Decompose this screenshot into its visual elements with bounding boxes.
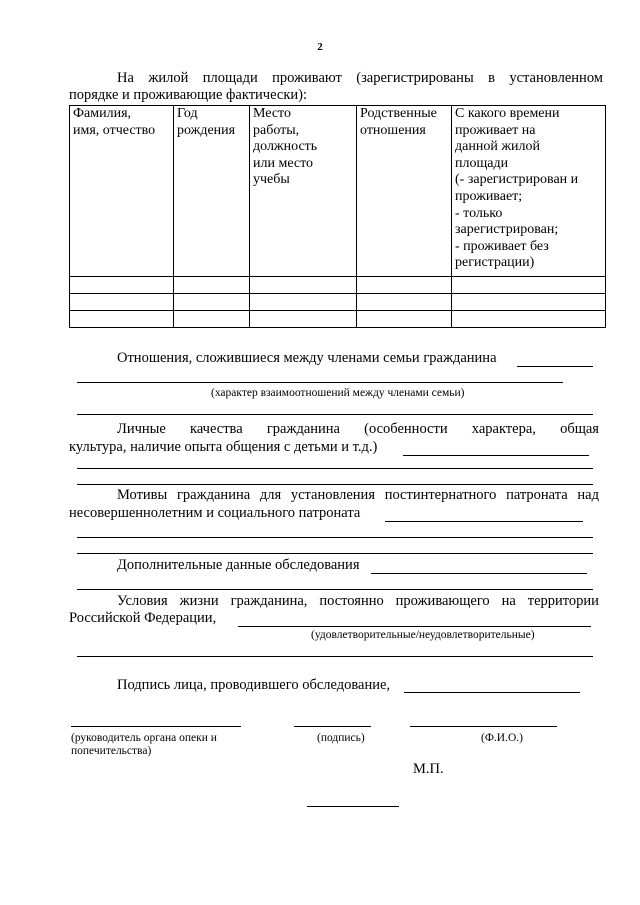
intro-line-1 [117, 70, 603, 87]
header-cell-relation [357, 106, 452, 277]
motives-word: над [577, 487, 599, 503]
table-cell[interactable] [250, 277, 357, 294]
header-line: С какого времени [455, 106, 560, 121]
motives-word: установления [290, 487, 375, 503]
head-signature-field[interactable] [71, 726, 241, 727]
header-line: имя, отчество [73, 122, 156, 138]
header-line: или место [253, 155, 314, 171]
head-hint-line-1: (руководитель органа опеки и [71, 732, 217, 744]
header-line: проживает; [455, 188, 523, 204]
conditions-hint: (удовлетворительные/неудовлетворительные) [311, 629, 535, 641]
motives-line-2: несовершеннолетним и социального патроната [69, 505, 361, 521]
header-line: Родственные [360, 106, 437, 121]
personal-word: гражданина [266, 421, 340, 437]
header-line: - только [455, 205, 503, 221]
header-cell-content [455, 106, 602, 272]
intro-line-2: порядке и проживающие фактически): [69, 87, 307, 103]
fio-hint: (Ф.И.О.) [481, 732, 523, 744]
intro-word: установленном [509, 70, 603, 86]
conditions-field-1[interactable] [238, 626, 591, 627]
header-line: работы, [253, 122, 300, 138]
table-cell[interactable] [357, 277, 452, 294]
end-rule [307, 806, 399, 807]
inspector-signature-field[interactable] [404, 692, 580, 693]
intro-word: жилой [148, 70, 189, 86]
header-line: - проживает без [455, 238, 549, 254]
intro-word: (зарегистрированы [356, 70, 474, 86]
personal-field-3[interactable] [77, 484, 593, 485]
table-header-row [70, 106, 606, 277]
motives-field-3[interactable] [77, 553, 593, 554]
motives-line-1 [117, 487, 599, 504]
header-line: отношения [360, 122, 426, 138]
conditions-word: Условия [117, 593, 168, 609]
conditions-word: гражданина, [230, 593, 308, 609]
table-cell[interactable] [70, 294, 174, 311]
table-cell[interactable] [250, 311, 357, 328]
sign-field[interactable] [294, 726, 371, 727]
header-cell-workplace [250, 106, 357, 277]
table-cell[interactable] [250, 294, 357, 311]
intro-word: площади [202, 70, 258, 86]
intro-word: На [117, 70, 134, 86]
table-cell[interactable] [357, 294, 452, 311]
additional-field-2[interactable] [77, 589, 593, 590]
table-cell[interactable] [452, 277, 606, 294]
motives-word: патроната [506, 487, 568, 503]
personal-word: общая [560, 421, 599, 437]
intro-word: в [488, 70, 495, 86]
relations-field-3[interactable] [77, 414, 593, 415]
header-cell-name [70, 106, 174, 277]
motives-field-1[interactable] [385, 521, 583, 522]
table-cell[interactable] [70, 311, 174, 328]
conditions-word: на [501, 593, 516, 609]
header-line: площади [455, 155, 509, 171]
header-line: Год [177, 106, 198, 121]
additional-label: Дополнительные данные обследования [117, 557, 360, 573]
conditions-field-2[interactable] [77, 656, 593, 657]
header-cell-birth-year [174, 106, 250, 277]
relations-field-2[interactable] [77, 382, 563, 383]
personal-word: качества [190, 421, 243, 437]
personal-word: Личные [117, 421, 166, 437]
personal-word: (особенности [364, 421, 448, 437]
table-cell[interactable] [70, 277, 174, 294]
head-hint-line-2: попечительства) [71, 745, 152, 757]
conditions-word: территории [527, 593, 599, 609]
stamp-place: М.П. [413, 761, 444, 777]
personal-field-2[interactable] [77, 468, 593, 469]
conditions-word: жизни [179, 593, 219, 609]
personal-field-1[interactable] [403, 455, 589, 456]
table-cell[interactable] [174, 294, 250, 311]
personal-word: характера, [471, 421, 536, 437]
sign-hint: (подпись) [317, 732, 365, 744]
motives-word: постинтернатного [384, 487, 497, 503]
header-cell-content [177, 106, 246, 139]
personal-line-1 [117, 421, 599, 438]
header-cell-since [452, 106, 606, 277]
header-line: учебы [253, 172, 290, 188]
table-cell[interactable] [357, 311, 452, 328]
motives-word: гражданина [176, 487, 251, 503]
header-cell-content [253, 106, 353, 189]
header-line: зарегистрирован; [455, 222, 559, 238]
signature-label: Подпись лица, проводившего обследование, [117, 677, 391, 693]
table-cell[interactable] [174, 277, 250, 294]
motives-word: для [259, 487, 282, 503]
table-row [70, 311, 606, 328]
residents-table [69, 105, 606, 328]
header-line: Фамилия, [73, 106, 132, 121]
relations-field-1[interactable] [517, 366, 593, 367]
motives-word: Мотивы [117, 487, 168, 503]
header-line: Место [253, 106, 291, 121]
header-line: должность [253, 139, 318, 155]
header-line: (- зарегистрирован и [455, 172, 579, 188]
table-cell[interactable] [452, 294, 606, 311]
header-line: данной жилой [455, 139, 540, 155]
intro-word: проживают [272, 70, 342, 86]
header-line: регистрации) [455, 255, 535, 271]
page-number: 2 [317, 41, 323, 53]
table-cell[interactable] [174, 311, 250, 328]
personal-line-2: культура, наличие опыта общения с детьми и т.д.) [69, 439, 378, 455]
motives-field-2[interactable] [77, 537, 593, 538]
header-line: проживает на [455, 122, 536, 138]
conditions-line-1 [117, 593, 599, 610]
table-row [70, 294, 606, 311]
table-row [70, 277, 606, 294]
relations-label: Отношения, сложившиеся между членами семьи гражданина [117, 350, 497, 366]
conditions-line-2: Российской Федерации, [69, 610, 217, 626]
relations-hint: (характер взаимоотношений между членами семьи) [211, 387, 465, 399]
fio-field[interactable] [410, 726, 557, 727]
additional-field-1[interactable] [371, 573, 587, 574]
conditions-word: проживающего [395, 593, 490, 609]
table-cell[interactable] [452, 311, 606, 328]
header-line: рождения [177, 122, 236, 138]
conditions-word: постоянно [319, 593, 384, 609]
header-cell-content [73, 106, 170, 139]
header-cell-content [360, 106, 448, 139]
